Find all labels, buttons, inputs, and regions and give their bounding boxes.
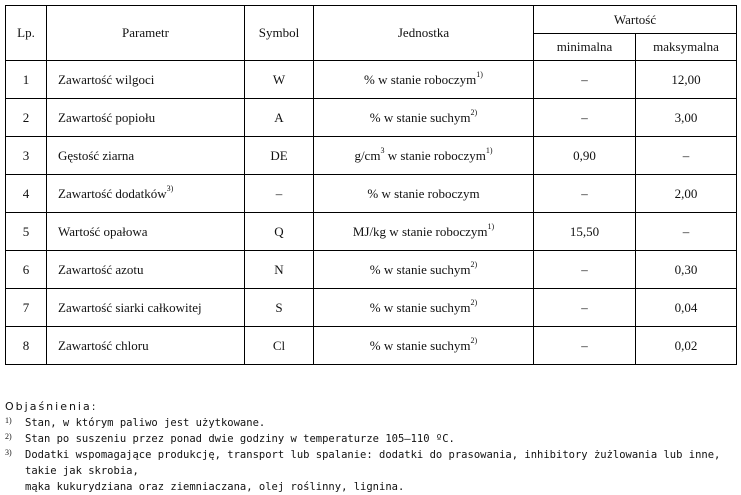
footnote-ref: 2) bbox=[470, 336, 478, 346]
cell-jednostka bbox=[314, 61, 534, 99]
header-parametr: Parametr bbox=[47, 6, 245, 61]
cell-jednostka bbox=[314, 289, 534, 327]
parametr-text: Zawartość chloru bbox=[58, 337, 149, 353]
footnotes-title: Objaśnienia: bbox=[5, 400, 98, 413]
header-jednostka: Jednostka bbox=[314, 6, 534, 61]
footnote-ref: 1) bbox=[487, 222, 495, 232]
footnote-text: Dodatki wspomagające produkcję, transport lub spalanie: dodatki do prasowania, inhibitory żużlowania lub inne, takie jak skrobia, bbox=[25, 449, 721, 477]
cell-parametr bbox=[47, 327, 245, 365]
footnote-ref: 1) bbox=[485, 146, 493, 156]
header-maksymalna: maksymalna bbox=[636, 34, 737, 61]
table-row bbox=[6, 137, 737, 175]
cell-jednostka bbox=[314, 213, 534, 251]
jednostka-text: % w stanie suchym bbox=[369, 109, 471, 125]
footnote-text: Stan, w którym paliwo jest użytkowane. bbox=[25, 417, 266, 429]
table-row bbox=[6, 175, 737, 213]
cell-min: – bbox=[534, 99, 636, 137]
jednostka-text: MJ/kg w stanie roboczym bbox=[352, 223, 488, 239]
footnote-mark: 2) bbox=[5, 432, 12, 441]
cell-jednostka bbox=[314, 175, 534, 213]
jednostka-text: % w stanie suchym bbox=[369, 299, 471, 315]
cell-lp: 4 bbox=[6, 175, 47, 213]
jednostka-text: % w stanie roboczym bbox=[364, 71, 477, 87]
cell-lp: 1 bbox=[6, 61, 47, 99]
cell-symbol: – bbox=[245, 175, 314, 213]
cell-min: – bbox=[534, 251, 636, 289]
cell-max: – bbox=[636, 137, 737, 175]
parametr-text: Wartość opałowa bbox=[58, 223, 148, 239]
cell-min: 15,50 bbox=[534, 213, 636, 251]
cell-symbol: N bbox=[245, 251, 314, 289]
table-row bbox=[6, 289, 737, 327]
parametr-text: Zawartość wilgoci bbox=[58, 71, 155, 87]
cell-symbol: DE bbox=[245, 137, 314, 175]
parametr-text: Zawartość azotu bbox=[58, 261, 144, 277]
footnote-ref: 1) bbox=[476, 70, 483, 80]
cell-jednostka bbox=[314, 327, 534, 365]
parameter-table bbox=[5, 5, 737, 365]
cell-symbol: S bbox=[245, 289, 314, 327]
cell-max: 0,02 bbox=[636, 327, 737, 365]
footnote-item bbox=[5, 447, 736, 479]
footnote-mark: 3) bbox=[5, 448, 12, 457]
header-lp: Lp. bbox=[6, 6, 47, 61]
cell-min: 0,90 bbox=[534, 137, 636, 175]
cell-parametr bbox=[47, 289, 245, 327]
cell-min: – bbox=[534, 327, 636, 365]
footnote-mark: 1) bbox=[5, 416, 12, 425]
footnote-continuation: mąka kukurydziana oraz ziemniaczana, olej roślinny, lignina. bbox=[25, 481, 405, 493]
cell-lp: 6 bbox=[6, 251, 47, 289]
jednostka-text: % w stanie roboczym bbox=[367, 185, 480, 201]
cell-parametr bbox=[47, 175, 245, 213]
cell-lp: 7 bbox=[6, 289, 47, 327]
cell-max: – bbox=[636, 213, 737, 251]
cell-symbol: Cl bbox=[245, 327, 314, 365]
parametr-text: Zawartość popiołu bbox=[58, 109, 156, 125]
cell-min: – bbox=[534, 175, 636, 213]
header-minimalna: minimalna bbox=[534, 34, 636, 61]
parametr-text: Gęstość ziarna bbox=[58, 147, 135, 163]
footnote-ref: 2) bbox=[470, 260, 478, 270]
parametr-text: Zawartość dodatków bbox=[58, 185, 167, 201]
cell-parametr bbox=[47, 213, 245, 251]
cell-lp: 2 bbox=[6, 99, 47, 137]
cell-parametr bbox=[47, 61, 245, 99]
cell-max: 0,04 bbox=[636, 289, 737, 327]
footnote-ref: 2) bbox=[470, 108, 478, 118]
header-wartosc: Wartość bbox=[534, 6, 737, 34]
table-row bbox=[6, 61, 737, 99]
cell-symbol: Q bbox=[245, 213, 314, 251]
table-row bbox=[6, 251, 737, 289]
cell-lp: 5 bbox=[6, 213, 47, 251]
cell-max: 12,00 bbox=[636, 61, 737, 99]
cell-lp: 8 bbox=[6, 327, 47, 365]
cell-symbol: A bbox=[245, 99, 314, 137]
cell-jednostka bbox=[314, 99, 534, 137]
jednostka-text: % w stanie suchym bbox=[369, 261, 471, 277]
footnote-item bbox=[5, 415, 736, 431]
cell-lp: 3 bbox=[6, 137, 47, 175]
table-row bbox=[6, 99, 737, 137]
cell-max: 3,00 bbox=[636, 99, 737, 137]
cell-jednostka bbox=[314, 251, 534, 289]
footnotes bbox=[5, 399, 736, 495]
jednostka-text: g/cm bbox=[354, 147, 381, 163]
jednostka-text: % w stanie suchym bbox=[369, 337, 471, 353]
cell-min: – bbox=[534, 289, 636, 327]
cell-parametr bbox=[47, 99, 245, 137]
cell-parametr bbox=[47, 251, 245, 289]
footnote-ref: 2) bbox=[470, 298, 478, 308]
cell-jednostka bbox=[314, 137, 534, 175]
header-symbol: Symbol bbox=[245, 6, 314, 61]
table-body bbox=[6, 61, 737, 365]
footnote-text: Stan po suszeniu przez ponad dwie godziny w temperaturze 105–110 ºC. bbox=[25, 433, 455, 445]
table-row bbox=[6, 327, 737, 365]
cell-max: 0,30 bbox=[636, 251, 737, 289]
parametr-text: Zawartość siarki całkowitej bbox=[58, 299, 202, 315]
cell-parametr bbox=[47, 137, 245, 175]
footnote-item bbox=[5, 431, 736, 447]
table-row bbox=[6, 213, 737, 251]
cell-max: 2,00 bbox=[636, 175, 737, 213]
footnotes-list bbox=[5, 415, 736, 479]
footnote-ref: 3) bbox=[166, 184, 174, 194]
cell-min: – bbox=[534, 61, 636, 99]
jednostka-rest: w stanie roboczym bbox=[384, 147, 486, 163]
unit-exponent: 3 bbox=[380, 146, 385, 156]
cell-symbol: W bbox=[245, 61, 314, 99]
